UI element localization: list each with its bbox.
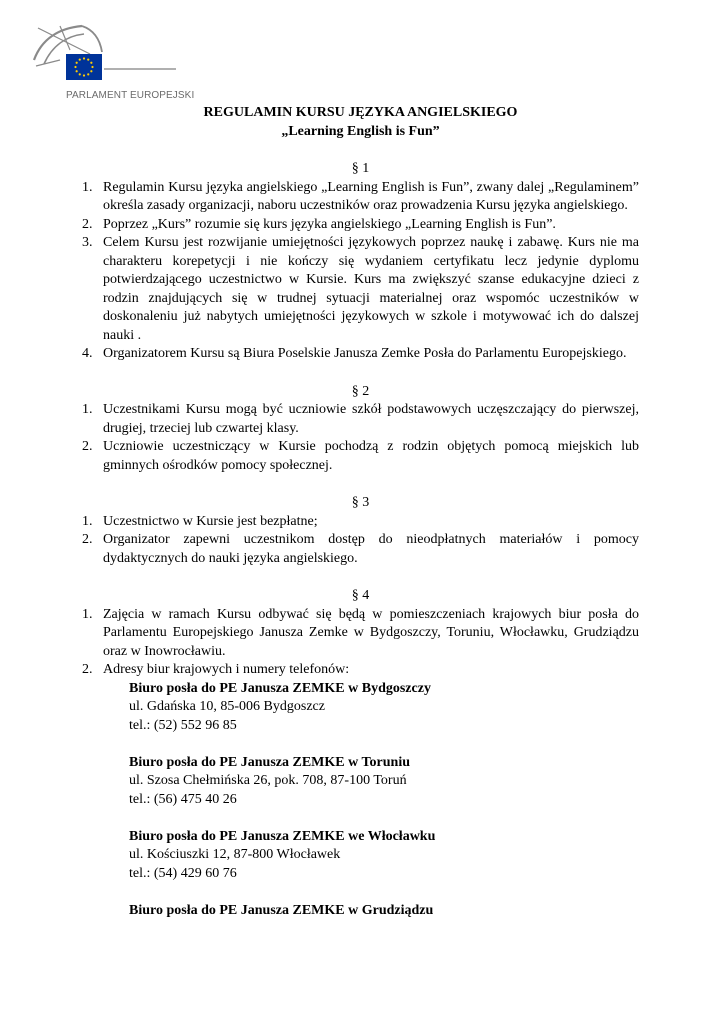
eu-star-icon [79, 59, 81, 61]
section-heading: § 4 [351, 588, 370, 603]
section-list [82, 513, 639, 569]
parliament-logo [30, 20, 195, 106]
logo-text: PARLAMENT EUROPEJSKI [66, 90, 195, 101]
eu-star-icon [79, 73, 81, 75]
eu-star-icon [90, 62, 92, 64]
office-street: ul. Gdańska 10, 85-006 Bydgoszcz [129, 699, 325, 714]
office-block [129, 680, 639, 736]
list-item: 2. Organizator zapewni uczestnikom dostęp do nieodpłatnych materiałów i pomocy dydaktycznych do nauki języka angielskiego. [82, 532, 639, 566]
list-item: 1. Zajęcia w ramach Kursu odbywać się będą w pomieszczeniach krajowych biur posła do Parlamentu Europejskiego Janusza Zemke w Bydgoszczy, Toruniu, Włocławku, Grudziądzu oraz w Inowrocławiu. [82, 606, 639, 659]
eu-star-icon [76, 62, 78, 64]
list-item: 3. Celem Kursu jest rozwijanie umiejętności językowych poprzez naukę i zabawę. Kurs nie ma charakteru korepetycji i nie kończy się wydaniem certyfikatu lecz jedynie dyplomu potwierdzającego uczestnictwo w Kursie. Kurs ma zwiększyć szanse edukacyjne dzieci z rodzin znajdujących się w trudnej sytuacji materialnej oraz wspomóc uczestników w doskonaleniu już nabytych umiejętności językowych w szkole i motywować ich do dalszej nauki . [82, 235, 639, 343]
list-item: 1. Uczestnictwo w Kursie jest bezpłatne; [82, 513, 318, 529]
eu-star-icon [87, 73, 89, 75]
office-name: Biuro posła do PE Janusza ZEMKE we Włocławku [129, 828, 436, 844]
eu-star-icon [90, 70, 92, 72]
section-heading: § 3 [351, 495, 370, 510]
section-list [82, 401, 639, 475]
list-item: 2. Uczniowie uczestniczący w Kursie pochodzą z rodzin objętych pomocą miejskich lub gminnych ośrodków pomocy społecznej. [82, 439, 639, 473]
eu-star-icon [83, 74, 85, 76]
office-phone: tel.: (54) 429 60 76 [129, 865, 237, 881]
office-block [129, 754, 639, 810]
list-item: 4. Organizatorem Kursu są Biura Poselskie Janusza Zemke Posła do Parlamentu Europejskiego. [82, 346, 627, 361]
section-list [82, 179, 639, 364]
list-item: 1. Uczestnikami Kursu mogą być uczniowie szkół podstawowych uczęszczający do pierwszej, drugiej, trzeciej lub czwartej klasy. [82, 402, 639, 436]
office-address-list [82, 680, 639, 921]
list-item: 1. Regulamin Kursu języka angielskiego „Learning English is Fun”, zwany dalej „Regulaminem” określa zasady organizacji, naboru uczestników oraz prowadzenia Kursu języka angielskiego. [82, 179, 639, 213]
eu-star-icon [87, 59, 89, 61]
office-name: Biuro posła do PE Janusza ZEMKE w Grudziądzu [129, 902, 434, 918]
section-list [82, 606, 639, 680]
office-name: Biuro posła do PE Janusza ZEMKE w Bydgoszczy [129, 680, 431, 696]
list-item: 2. Adresy biur krajowych i numery telefonów: [82, 662, 350, 677]
office-block [129, 828, 639, 884]
section-heading: § 2 [351, 383, 370, 399]
office-name: Biuro posła do PE Janusza ZEMKE w Toruniu [129, 754, 410, 770]
parliament-emblem-icon [30, 20, 180, 90]
eu-star-icon [76, 70, 78, 72]
office-street: ul. Kościuszki 12, 87-800 Włocławek [129, 847, 341, 862]
document-subtitle: „Learning English is Fun” [281, 123, 440, 139]
office-phone: tel.: (56) 475 40 26 [129, 791, 237, 807]
eu-star-icon [91, 66, 93, 68]
section-heading: § 1 [351, 161, 370, 176]
document-title: REGULAMIN KURSU JĘZYKA ANGIELSKIEGO [203, 105, 518, 120]
list-item: 2. Poprzez „Kurs” rozumie się kurs języka angielskiego „Learning English is Fun”. [82, 216, 556, 232]
document-body [82, 104, 639, 920]
office-phone: tel.: (52) 552 96 85 [129, 717, 237, 733]
eu-star-icon [83, 57, 85, 59]
office-street: ul. Szosa Chełmińska 26, pok. 708, 87-100 Toruń [129, 773, 407, 788]
eu-star-icon [74, 66, 76, 68]
office-block [129, 902, 639, 921]
